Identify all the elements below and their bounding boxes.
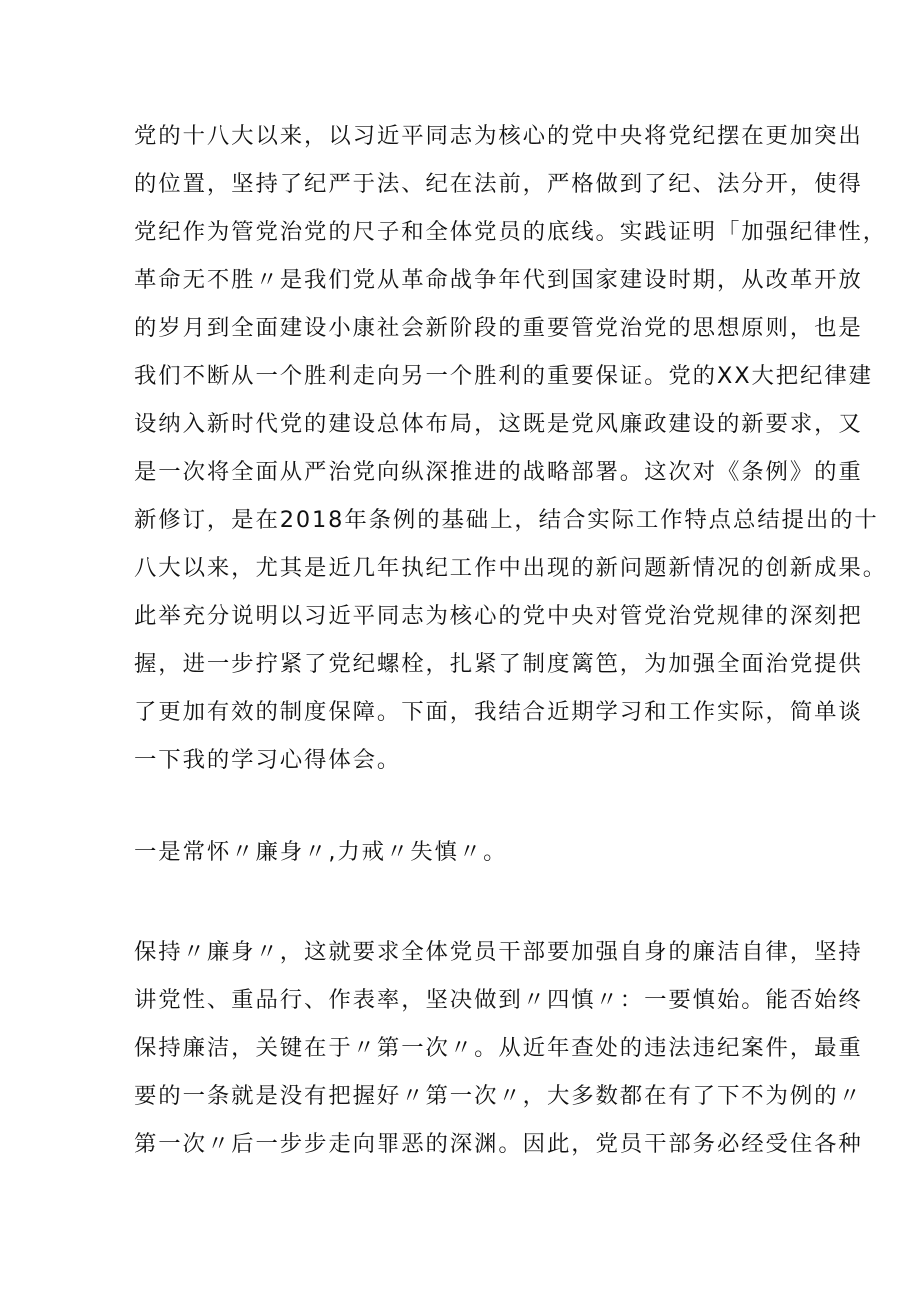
paragraph-line: 保持廉洁，关键在于〃第一次〃。从近年查处的违法违纪案件，最重 bbox=[134, 1035, 863, 1061]
paragraph-line: 此举充分说明以习近平同志为核心的党中央对管党治党规律的深刻把 bbox=[134, 603, 863, 629]
paragraph-line: 新修订，是在2018年条例的基础上，结合实际工作特点总结提出的十 bbox=[134, 507, 879, 533]
paragraph-line: 的位置，坚持了纪严于法、纪在法前，严格做到了纪、法分开，使得 bbox=[134, 171, 863, 197]
paragraph-line: 讲党性、重品行、作表率，坚决做到〃四慎〃：一要慎始。能否始终 bbox=[134, 987, 863, 1013]
paragraph-line: 一下我的学习心得体会。 bbox=[134, 747, 402, 773]
paragraph-line: 党纪作为管党治党的尺子和全体党员的底线。实践证明「加强纪律性， bbox=[134, 219, 888, 245]
paragraph-line: 我们不断从一个胜利走向另一个胜利的重要保证。党的XX大把纪律建 bbox=[134, 363, 873, 389]
paragraph-line: 是一次将全面从严治党向纵深推进的战略部署。这次对《条例》的重 bbox=[134, 459, 863, 485]
paragraph-line: 革命无不胜〃是我们党从革命战争年代到国家建设时期，从改革开放 bbox=[134, 267, 863, 293]
paragraph-line: 握，进一步拧紧了党纪螺栓，扎紧了制度篱笆，为加强全面治党提供 bbox=[134, 651, 863, 677]
paragraph-line: 要的一条就是没有把握好〃第一次〃，大多数都在有了下不为例的〃 bbox=[134, 1083, 863, 1109]
paragraph-line: 设纳入新时代党的建设总体布局，这既是党风廉政建设的新要求，又 bbox=[134, 411, 863, 437]
paragraph-line: 党的十八大以来，以习近平同志为核心的党中央将党纪摆在更加突出 bbox=[134, 123, 863, 149]
paragraph-line: 保持〃廉身〃，这就要求全体党员干部要加强自身的廉洁自律，坚持 bbox=[134, 939, 863, 965]
section-heading: 一是常怀〃廉身〃,力戒〃失慎〃。 bbox=[134, 839, 508, 865]
paragraph-line: 八大以来，尤其是近几年执纪工作中出现的新问题新情况的创新成果。 bbox=[134, 555, 888, 581]
paragraph-line: 第一次〃后一步步走向罪恶的深渊。因此，党员干部务必经受住各种 bbox=[134, 1131, 863, 1157]
paragraph-line: 的岁月到全面建设小康社会新阶段的重要管党治党的思想原则，也是 bbox=[134, 315, 863, 341]
paragraph-line: 了更加有效的制度保障。下面，我结合近期学习和工作实际，简单谈 bbox=[134, 699, 863, 725]
